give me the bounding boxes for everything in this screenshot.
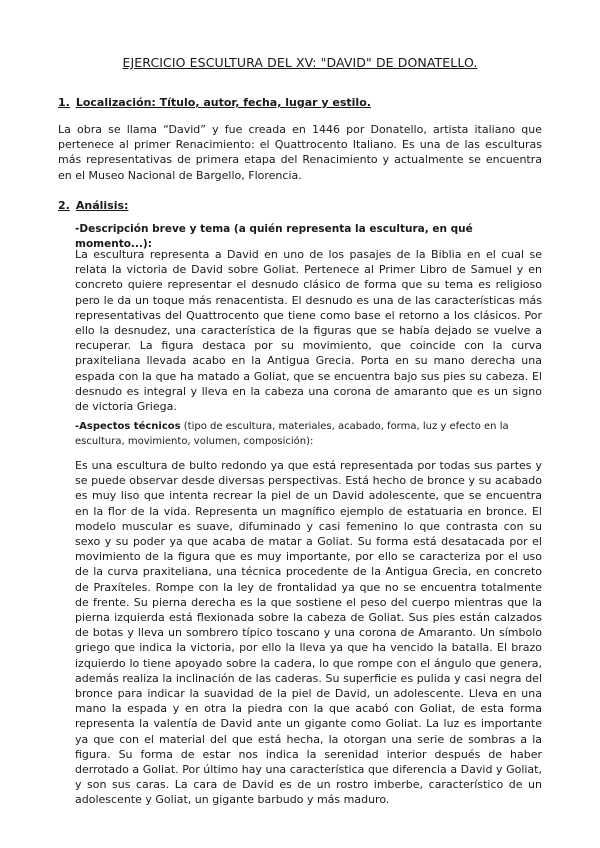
subheading-aspectos-detail: (tipo de escultura, materiales, acabado, forma, luz y efecto en la escultura, movimiento, volumen, composición): xyxy=(75,421,509,447)
section-heading-text: Análisis: xyxy=(75,199,129,212)
section-number: 2. xyxy=(58,199,70,212)
section-heading-analisis xyxy=(58,199,128,212)
section-number: 1. xyxy=(58,96,70,109)
subheading-aspectos-tecnicos xyxy=(75,419,542,449)
paragraph-localizacion: La obra se llama “David” y fue creada en 1446 por Donatello, artista italiano que pertenece al primer Renacimiento: el Quattrocento Italiano. Es una de las esculturas más representativas de primera etapa del Renacimiento y actualmente se encuentra en el Museo Nacional de Bargello, Florencia. xyxy=(58,123,542,182)
section-heading-text: Localización: Título, autor, fecha, lugar y estilo. xyxy=(75,96,371,109)
paragraph-aspectos-tecnicos: Es una escultura de bulto redondo ya que está representada por todas sus partes y se puede observar desde diversas perspectivas. Está hecho de bronce y su acabado es muy liso que intenta recrear la piel de un David adolescente, que se encuentra en la flor de la vida. Representa un magnífico ejemplo de estatuaria en bronce. El modelo muscular es suave, difuminado y casi femenino lo que contrasta con su sexo y su poder ya que acaba de matar a Goliat. Su forma está desatacada por el movimiento de la figura que es muy importante, por ello se caracteriza por el uso de la curva praxiteliana, una técnica procedente de la Antigua Grecia, en concreto de Praxíteles. Rompe con la ley de frontalidad ya que no se encuentra totalmente de frente. Su pierna derecha es la que sostiene el peso del cuerpo mientras que la pierna izquierda está flexionada sobre la cabeza de Goliat. Sus pies están calzados de botas y lleva un sombrero típico toscano y una corona de Amaranto. Un símbolo griego que indica la victoria, por ello la lleva ya que ha vencido la batalla. El brazo izquierdo lo tiene apoyado sobre la cadera, lo que rompe con el ángulo que genera, además realiza la inclinación de las caderas. Su superficie es pulida y casi negra del bronce para indicar la suavidad de la piel de David, un adolescente. Lleva en una mano la espada y en otra la piedra con la que acabó con Goliat, de esta forma representa la valentía de David ante un gigante como Goliat. La luz es importante ya que con el material del que está hecha, la otorgan una serie de sombras a la figura. Su forma de estar nos indica la serenidad interior después de haber derrotado a Goliat. Por último hay una característica que diferencia a David y Goliat, y son sus caras. La cara de David es de un rostro imberbe, característico de un adolescente y Goliat, un gigante barbudo y más maduro. xyxy=(75,459,542,807)
document-title: EJERCICIO ESCULTURA DEL XV: "DAVID" DE DONATELLO. xyxy=(122,55,478,70)
paragraph-descripcion: La escultura representa a David en uno de los pasajes de la Biblia en el cual se relata la victoria de David sobre Goliat. Pertenece al Primer Libro de Samuel y en concreto quiere representar el desnudo clásico de forma que su tema es religioso pero le da un toque más renacentista. El desnudo es una de las características más representativas del Quattrocento que tiene como base el retorno a los clásicos. Por ello la desnudez, una característica de la figuras que se había dejado se vuelve a recuperar. La figura destaca por su movimiento, que coincide con la curva praxiteliana llevada acabo en la Antigua Grecia. Porta en su mano derecha una espada con la que ha matado a Goliat, que se encuentra bajo sus pies su cabeza. El desnudo es integral y lleva en la cabeza una corona de amaranto que es un signo de victoria Griega. xyxy=(75,248,542,414)
subheading-aspectos-label: -Aspectos técnicos xyxy=(75,421,181,432)
subheading-descripcion-text: -Descripción breve y tema (a quién representa la escultura, en qué momento...): xyxy=(75,223,473,250)
section-heading-localizacion xyxy=(58,96,371,109)
